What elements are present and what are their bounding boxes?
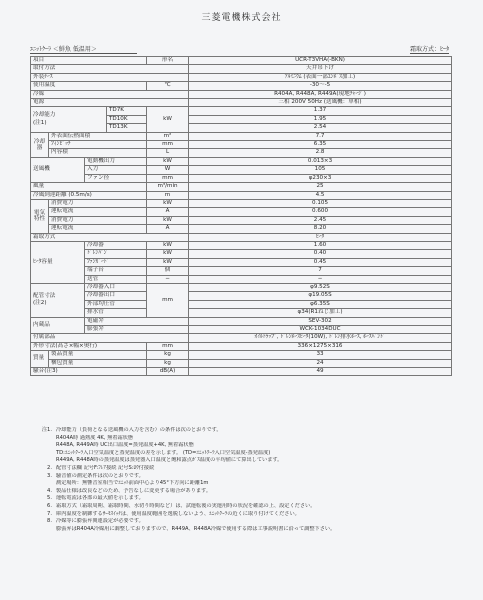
capacity-label: 冷却能力 (注1) xyxy=(31,107,107,132)
row-value: 6.35 xyxy=(189,141,452,149)
row-label: 外形寸法(高さ×幅×奥行) xyxy=(31,342,147,350)
table-row xyxy=(31,73,452,81)
table-row xyxy=(31,99,452,107)
table-row xyxy=(31,334,452,342)
row-unit: kW xyxy=(147,250,189,258)
row-label: 膨張弁 xyxy=(85,326,189,334)
row-unit: mm xyxy=(147,342,189,350)
row-label: 端子台 xyxy=(85,267,147,275)
capacity-unit: kW xyxy=(147,107,189,132)
row-unit: m² xyxy=(147,132,189,140)
item-header: 項目 xyxy=(31,57,147,65)
note-item: 3. 騒音値の測定条件は次のとおりです。 xyxy=(47,472,144,479)
row-unit: kg xyxy=(147,351,189,359)
row-unit: dB(A) xyxy=(147,368,189,376)
capacity-value: 1.95 xyxy=(189,115,452,123)
table-row xyxy=(31,309,452,317)
capacity-value: 2.54 xyxy=(189,124,452,132)
row-label: 電動機出力 xyxy=(85,157,147,165)
row-label: 梱包質量 xyxy=(49,359,147,367)
row-value: φ6.35S xyxy=(189,300,452,308)
row-label: 冷却器入口 xyxy=(85,283,147,291)
note-item: 2. 配管寸法欄 記号F:ﾌﾚｱ接続 記号S:ﾛｳ付接続 xyxy=(47,464,155,471)
table-row xyxy=(31,300,452,308)
note-item: R449A, R448A時の蒸発温度は蒸発器入口温度と飽和露点ｶﾞｽ温度の平均値にて算出しています。 xyxy=(56,457,283,464)
row-value: -30～-5 xyxy=(189,82,452,90)
row-label: 取付方法 xyxy=(31,65,189,73)
row-value: 7 xyxy=(189,267,452,275)
row-value: 2.8 xyxy=(189,149,452,157)
table-row xyxy=(31,57,452,65)
row-value: φ230×3 xyxy=(189,174,452,182)
row-value: 33 xyxy=(189,351,452,359)
row-value: ｱﾙﾐﾆｳﾑ (表面一部ｴﾝﾎﾞｽ加工) xyxy=(189,73,452,81)
table-row xyxy=(31,157,452,165)
row-unit: kW xyxy=(147,157,189,165)
row-unit: W xyxy=(147,166,189,174)
row-value: 7.7 xyxy=(189,132,452,140)
row-unit: m xyxy=(147,191,189,199)
note-item: 測定場所：無響音室相当でﾕﾆｯﾄ前面中心より45°下方向に距離1m xyxy=(56,480,209,487)
table-row xyxy=(31,241,452,249)
row-unit: ℃ xyxy=(147,82,189,90)
fan-label: 送風機 xyxy=(31,157,85,182)
document-subtitle: ﾕﾆｯﾄｸｰﾗ ＜鮮魚 低温用＞ xyxy=(30,44,137,54)
row-value: φ9.52S xyxy=(189,283,452,291)
capacity-condition: TD10K xyxy=(107,115,147,123)
row-unit: L xyxy=(147,149,189,157)
table-row xyxy=(31,132,452,140)
table-row xyxy=(31,359,452,367)
table-row xyxy=(31,174,452,182)
table-row xyxy=(31,342,452,350)
table-row xyxy=(31,283,452,291)
table-row xyxy=(31,191,452,199)
row-label: 騒音(注3) xyxy=(31,368,147,376)
row-unit: kW xyxy=(147,216,189,224)
row-unit: mm xyxy=(147,141,189,149)
note-item: R448A, R449A時 UC出口温度=蒸発温度+4K, 無着霜状態 xyxy=(56,442,194,449)
row-label: 電源 xyxy=(31,99,189,107)
row-label: 内容積 xyxy=(49,149,147,157)
note-item: TD:ﾕﾆｯﾄｸｰﾗ入口空気温度と蒸発温度の差を示します。 (TD=ﾕﾆｯﾄｸｰﾗ入口空気温度-蒸発温度) xyxy=(56,449,271,456)
note-item: 膨張弁はR404A冷媒用に調整しておりますので、R449A、R448A冷媒で使用する際は工事説明書に沿って調整下さい。 xyxy=(56,525,336,532)
mass-label: 質量 xyxy=(31,351,49,368)
row-label: 入力 xyxy=(85,166,147,174)
row-value: 天井吊下げ xyxy=(189,65,452,73)
table-row xyxy=(31,166,452,174)
row-label: 付属部品 xyxy=(31,334,189,342)
row-label: 外表面伝熱面積 xyxy=(49,132,147,140)
note-item: 4. 製品仕様は改良などのため、予告なしに変更する場合があります。 xyxy=(47,487,212,494)
row-label: 冷媒 xyxy=(31,90,189,98)
row-value: 0.013×3 xyxy=(189,157,452,165)
row-value: R404A, R448A, R449A(現地ﾁｬｰｼﾞ) xyxy=(189,90,452,98)
row-value: φ34(R1ねじ加工) xyxy=(189,309,452,317)
row-value: 105 xyxy=(189,166,452,174)
row-unit: kg xyxy=(147,359,189,367)
row-label: 消費電力 xyxy=(49,199,147,207)
row-label: ﾌｨﾝﾋﾟｯﾁ xyxy=(49,141,147,149)
capacity-value: 1.37 xyxy=(189,107,452,115)
table-row xyxy=(31,368,452,376)
table-row xyxy=(31,149,452,157)
row-label: 冷却器 xyxy=(85,241,147,249)
company-name: 三菱電機株式会社 xyxy=(201,13,282,23)
row-unit: kW xyxy=(147,199,189,207)
row-unit: mm xyxy=(147,174,189,182)
row-label: 冷風到達距離 (0.5m/s) xyxy=(31,191,147,199)
table-row xyxy=(31,233,452,241)
row-label: 運転電流 xyxy=(49,225,147,233)
table-row xyxy=(31,317,452,325)
table-row xyxy=(31,208,452,216)
capacity-condition: TD13K xyxy=(107,124,147,132)
row-label: ファン径 xyxy=(85,174,147,182)
row-value: 24 xyxy=(189,359,452,367)
row-label: 運転電流 xyxy=(49,208,147,216)
row-value: 0.600 xyxy=(189,208,452,216)
row-label: 電磁弁 xyxy=(85,317,189,325)
table-row xyxy=(31,183,452,191)
table-row xyxy=(31,258,452,266)
table-row xyxy=(31,225,452,233)
row-label: 送管 xyxy=(85,275,147,283)
notes-section xyxy=(30,427,460,533)
row-unit: 個 xyxy=(147,267,189,275)
row-unit: A xyxy=(147,225,189,233)
table-row xyxy=(31,351,452,359)
row-value: 49 xyxy=(189,368,452,376)
row-label: ﾌｧﾝｶﾞｰﾄﾞ xyxy=(85,258,147,266)
defrost-method-header: 霜取方式：ﾋｰﾀ xyxy=(409,46,449,53)
row-value: 0.45 xyxy=(189,258,452,266)
row-value: 1.60 xyxy=(189,241,452,249)
row-label: ﾄﾞﾚﾝﾊﾟﾝ xyxy=(85,250,147,258)
table-row xyxy=(31,216,452,224)
row-value: 4.5 xyxy=(189,191,452,199)
row-value: ﾋｰﾀ xyxy=(189,233,452,241)
row-unit: kW xyxy=(147,258,189,266)
note-item: 7. 庫内温度を制御するｻｰﾓｽｲｯﾁは、使用温度範囲を逸脱しないよう、ﾕﾆｯﾄｸｰﾗの近くに取り付けてください。 xyxy=(47,510,300,517)
row-value: 0.40 xyxy=(189,250,452,258)
table-row xyxy=(31,107,452,115)
table-row xyxy=(31,90,452,98)
row-value: WCK-1034DUC xyxy=(189,326,452,334)
table-row xyxy=(31,199,452,207)
row-value: φ19.05S xyxy=(189,292,452,300)
row-value: SEV-302 xyxy=(189,317,452,325)
row-label: 外部均圧管 xyxy=(85,300,147,308)
piping-unit: mm xyxy=(147,283,189,317)
table-row xyxy=(31,292,452,300)
row-value: 2.45 xyxy=(189,216,452,224)
row-unit: ─ xyxy=(147,275,189,283)
table-row xyxy=(31,65,452,73)
note-item: 8. 冷媒等に膨張弁関連設定が必要です。 xyxy=(47,518,144,525)
row-label: 風量 xyxy=(31,183,147,191)
model-value: UCR-T3VHA(-BKN) xyxy=(189,57,452,65)
note-item: 注1. 冷却能力（負荷となる送風機の入力を含む）の条件は次のとおりです。 xyxy=(41,427,222,433)
table-row xyxy=(31,267,452,275)
row-label: 外装ｹｰｽ xyxy=(31,73,189,81)
row-value: 25 xyxy=(189,183,452,191)
capacity-condition: TD7K xyxy=(107,107,147,115)
row-label: 霜取方式 xyxy=(31,233,189,241)
row-label: 製品質量 xyxy=(49,351,147,359)
heater-label: ﾋｰﾀ容量 xyxy=(31,241,85,283)
row-label: 排水管 xyxy=(85,309,147,317)
row-value: ─ xyxy=(189,275,452,283)
row-value: ｵｲﾙﾄﾗｯﾌﾟ, ﾄﾞﾚﾝﾎｰｽﾋｰﾀ(10W), ﾄﾞﾚﾝ排水ﾎｰｽ, ﾎｰｽﾊﾞﾝﾄﾞ xyxy=(189,334,452,342)
row-label: 消費電力 xyxy=(49,216,147,224)
row-label: 使用温度 xyxy=(31,82,147,90)
table-row xyxy=(31,82,452,90)
row-label: 冷却器出口 xyxy=(85,292,147,300)
note-item: 6. 霜取方式（霜取周期、霜取時間、水切り時間など）は、試運転後の実運用時の状況を確認の上、設定ください。 xyxy=(47,502,316,509)
row-unit: m³/min xyxy=(147,183,189,191)
model-label: 形名 xyxy=(147,57,189,65)
note-item: 5. 運転電流は各部の最大値を示します。 xyxy=(47,495,144,502)
built-in-parts-label: 内蔵品 xyxy=(31,317,85,334)
row-value: 336×1275×316 xyxy=(189,342,452,350)
note-item: R404A時 過熱度 4K, 無着霜状態 xyxy=(56,434,134,441)
row-unit: A xyxy=(147,208,189,216)
spec-table xyxy=(30,56,452,376)
row-value: 8.20 xyxy=(189,225,452,233)
row-unit: kW xyxy=(147,241,189,249)
row-value: 0.105 xyxy=(189,199,452,207)
table-row xyxy=(31,275,452,283)
table-row xyxy=(31,326,452,334)
cooler-label: 冷却器 xyxy=(31,132,49,157)
table-row xyxy=(31,250,452,258)
electrical-label: 電気特性 xyxy=(31,199,49,233)
row-value: 三相 200V 50Hz (送風機：単相) xyxy=(189,99,452,107)
piping-label: 配管寸法 (注2) xyxy=(31,283,85,317)
table-row xyxy=(31,141,452,149)
